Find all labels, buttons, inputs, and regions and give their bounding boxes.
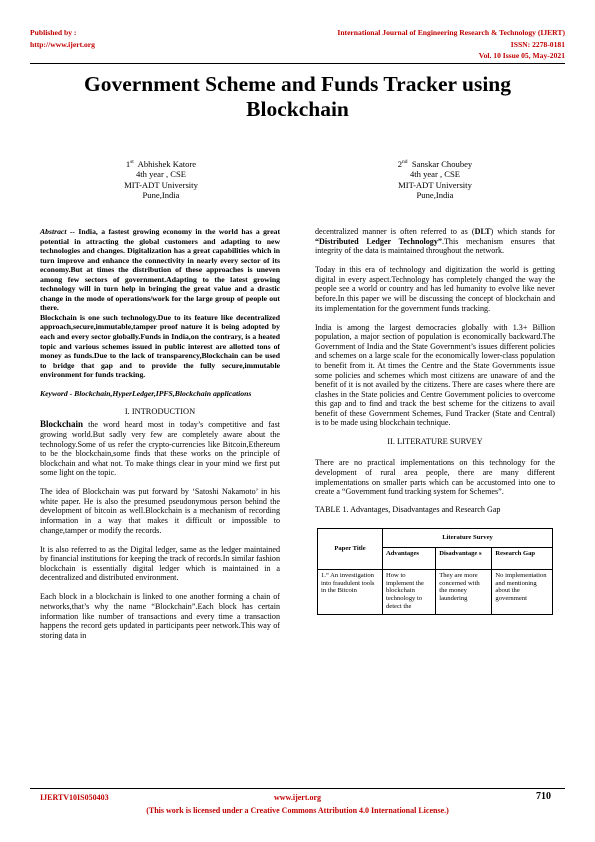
page-number: 710 xyxy=(536,791,551,802)
intro-body xyxy=(40,420,280,640)
right-column xyxy=(315,227,555,615)
col-literature-survey: Literature Survey xyxy=(383,528,553,547)
paper-id: IJERTV10IS050403 xyxy=(40,793,109,802)
col-paper-title: Paper Title xyxy=(318,528,383,569)
author-2-name: Sanskar Choubey xyxy=(411,158,473,169)
col-research-gap: Research Gap xyxy=(492,547,553,569)
intro-p3: It is also referred to as the Digital ledger, same as the ledger maintained by financial institutions for keeping the track of records.In similar fashion blockchain is essentially digital ledger which is maintained in a decentralized and distributed environment. xyxy=(40,544,280,583)
keywords-text: Blockchain,HyperLedger,IPFS,Blockchain applications xyxy=(74,388,252,398)
abstract-p2: Blockchain is one such technology.Due to its feature like decentralized approach,secure,immutable,tamper proof nature it is being adopted by each and every sector globally.Funds in India,on the contrary, is a heated topic and various schemes issued in public interest are allotted tons of money as funds.Due to the lack of transparency,Blockchain can be used to bridge that gap and to provide the fully secure,immutable environment for funds tracking. xyxy=(40,312,280,380)
author-1-univ: MIT-ADT University xyxy=(124,179,198,190)
right-p2: Today in this era of technology and digitization the world is getting digital in every aspect.Technology has completely changed the way the people see a world or country and has led humanity to evolve like never before.In this paper we will be discussing the concept of blockchain and its implementation for the government funds tracking. xyxy=(315,265,555,313)
abstract-p1: India, a fastest growing economy in the world has a great potential in attracting the global customers and adapting to new technologies and changes. Digitalization has a great capabilities which in turn improve and enhance the connectivity in nearly every sector of its economy.But at times the distribution of these approaches is uneven among few sectors of government.Adapting to the latest growing technology will in turn help in bringing the great value and a drastic change in the mode of operations/work for the large group of people out there. xyxy=(40,227,281,313)
keywords xyxy=(40,389,280,399)
author-1-name: Abhishek Katore xyxy=(137,158,197,169)
literature-p1: There are no practical implementations on this technology for the development of rural area people, there are many different implementations on smaller parts which can be accustomed into one to create a “Government fund tracking system for Schemes”. xyxy=(315,458,555,497)
keywords-label: Keyword - xyxy=(40,388,73,398)
author-2-univ: MIT-ADT University xyxy=(398,179,472,190)
header-url-link[interactable]: http://www.ijert.org xyxy=(30,40,95,49)
title-line-2: Blockchain xyxy=(246,97,349,121)
intro-heading: I. INTRODUCTION xyxy=(124,407,196,417)
author-2-name-line: 2nd Sanskar Choubey xyxy=(397,158,473,169)
author-2-loc: Pune,India xyxy=(416,190,454,201)
cell-advantages: How to implement the blockchain technology to detect the xyxy=(383,569,436,614)
intro-p2: The idea of Blockchain was put forward by ‘Satoshi Nakamoto’ in his white paper. He is also the presumed pseudonymous person behind the development of bitcoin as well.Blockchain is a mechanism of recording information in a way that makes it difficult or impossible to change,tamper or modify the records. xyxy=(40,487,280,535)
intro-p4: Each block in a blockchain is linked to one another forming a chain of networks,that’s why the name “Blockchain”.Each block has certain information like number of transactions and every time a transaction happens the record gets updated in participants peer network.This way of storing data in xyxy=(40,592,280,640)
license-note: (This work is licensed under a Creative Commons Attribution 4.0 International License.) xyxy=(146,806,449,815)
dlt-full: “Distributed Ledger Technology” xyxy=(315,236,442,246)
intro-lead-word: Blockchain xyxy=(40,419,84,430)
author-1-year: 4th year , CSE xyxy=(135,169,187,180)
issn: ISSN: 2278-0181 xyxy=(510,40,565,49)
footer-rule xyxy=(30,788,565,789)
page-title xyxy=(30,72,565,122)
abstract xyxy=(40,227,280,380)
cell-research-gap: No implementation and mentioning about the government xyxy=(492,569,553,614)
literature-table xyxy=(317,528,553,615)
journal-name: International Journal of Engineering Research & Technology (IJERT) xyxy=(337,28,565,37)
author-2-year: 4th year , CSE xyxy=(409,169,461,180)
title-line-1: Government Scheme and Funds Tracker using xyxy=(83,72,512,96)
table-row xyxy=(318,569,553,614)
right-p1: decentralized manner is often referred to as (DLT) which stands for “Distributed Ledger Technology”.This mechanism ensures that integrity of the data is maintained throughout the network. xyxy=(315,227,555,256)
cell-paper: 1.“ An investigation into fraudulent tools in the Bitcoin xyxy=(318,569,383,614)
author-1 xyxy=(86,157,236,201)
right-p3: India is among the largest democracies globally with 1.3+ Billion population, a major section of population is economically backward.The Government of India and the State Government’s issues different policies and schemes on a large scale for the economically lower-class population to benefit from it. At times the Centre and the State Governments issue some policies and schemes which most citizens are unaware of and the benefit of it is not availed by the citizens. There are cases where there are clashes in the State policies and Centre Government policies to overcome this gap and to find and track the best scheme for the citizens to avail benefit of these Government Schemes, Fund Tracker (State and Central) is to be made using blockchain technique. xyxy=(315,322,555,428)
left-column xyxy=(40,227,280,650)
abstract-label: Abstract -- xyxy=(40,227,75,236)
header-rule xyxy=(30,63,565,64)
footer-url-link[interactable]: www.ijert.org xyxy=(273,793,322,802)
col-disadvantages: Disadvantage s xyxy=(436,547,492,569)
volume-issue: Vol. 10 Issue 05, May-2021 xyxy=(478,51,565,60)
literature-heading: II. LITERATURE SURVEY xyxy=(387,437,483,447)
table-caption: TABLE 1. Advantages, Disadvantages and Research Gap xyxy=(315,505,501,515)
col-advantages: Advantages xyxy=(383,547,436,569)
author-1-name-line: 1st Abhishek Katore xyxy=(125,158,197,169)
author-1-loc: Pune,India xyxy=(142,190,180,201)
cell-disadvantages: They are more concerned with the money laundering xyxy=(436,569,492,614)
dlt-abbrev: DLT xyxy=(474,227,491,236)
author-2 xyxy=(360,157,510,201)
intro-p1: the word heard most in today’s competitive and fast growing world.But sadly very few are completely aware about the technology.Some of us refer the crypto-currencies like Bitcoin,Ethereum to be the blockchain,some finds that these works on the principle of blockchain and what not. To make things clear in your mind we first put some light on the topic. xyxy=(40,420,280,478)
published-by-label: Published by : xyxy=(30,28,77,37)
